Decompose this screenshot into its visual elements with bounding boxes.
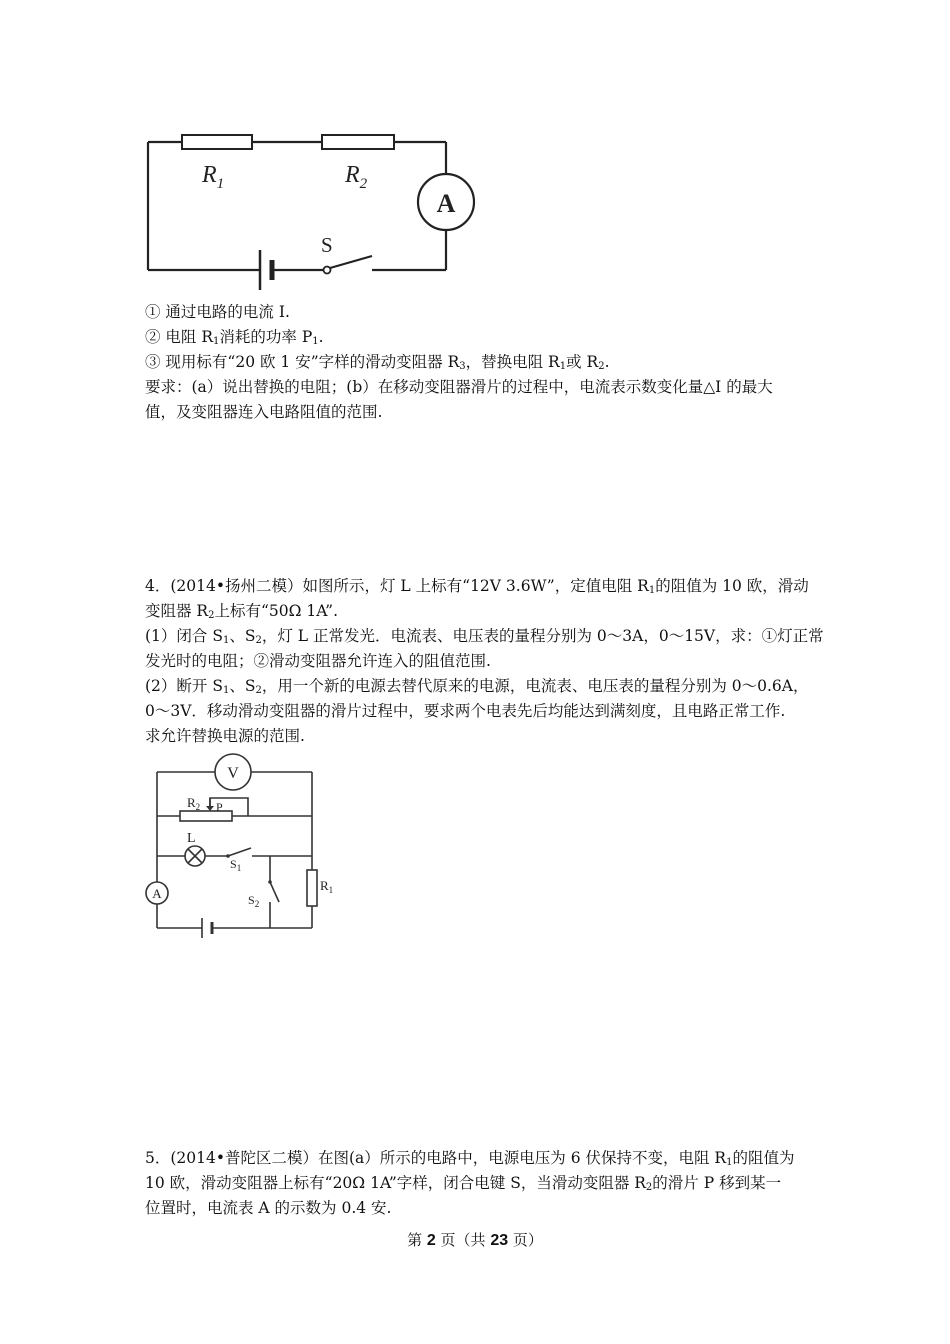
- switch-s2-icon: [268, 880, 279, 902]
- ammeter-label: A: [436, 189, 456, 218]
- slider-p-label: P: [216, 800, 223, 814]
- resistor-r1: [307, 870, 317, 906]
- page-number: 2: [426, 1232, 436, 1249]
- resistor-r2: [322, 135, 394, 149]
- q4-line-5: (2）断开 $S_1$、$S_2$，用一个新的电源去替代原来的电源，电流表、电压表的量程分别为 0～0.6A，: [145, 677, 809, 696]
- q4-line-6: 0～3V．移动滑动变阻器的滑片过程中，要求两个电表先后均能达到满刻度，且电路正常工作.: [145, 702, 786, 720]
- q3-item-3: ③ 现用标有“20 欧 1 安”字样的滑动变阻器 $R_3$，替换电阻 $R_1$或 $R_2$.: [145, 353, 610, 372]
- r2-label: $R_2$: [187, 795, 201, 812]
- circuit-diagram-2: [140, 752, 340, 942]
- r1-label: $R_1$: [202, 162, 225, 192]
- ammeter-label: A: [152, 886, 162, 901]
- q3-item-2: ② 电阻 $R_1$消耗的功率 $P_1$.: [145, 328, 324, 347]
- voltmeter-label: V: [227, 765, 239, 782]
- q4-line-4: 发光时的电阻；②滑动变阻器允许连入的阻值范围.: [145, 652, 491, 670]
- q4-line-1: 4．(2014•扬州二模）如图所示，灯 L 上标有“12V 3.6W”，定值电阻 $R_1$的阻值为 10 欧，滑动: [145, 577, 809, 596]
- q3-requirement-line-1: 要求：(a）说出替换的电阻；(b）在移动变阻器滑片的过程中，电流表示数变化量△I 的最大: [145, 378, 773, 396]
- s1-label: $S_1$: [230, 857, 242, 873]
- switch-icon: [324, 256, 373, 274]
- lamp-label: L: [187, 831, 196, 846]
- s2-label: $S_2$: [248, 893, 260, 909]
- q5-line-2: 10 欧，滑动变阻器上标有“20Ω 1A”字样，闭合电键 S，当滑动变阻器 $R_2$的滑片 P 移到某一: [145, 1174, 782, 1193]
- q5-line-1: 5．(2014•普陀区二模）在图(a）所示的电路中，电源电压为 6 伏保持不变，电阻 $R_1$的阻值为: [145, 1149, 795, 1168]
- q5-line-3: 位置时，电流表 A 的示数为 0.4 安.: [145, 1199, 392, 1217]
- r2-label: $R_2$: [345, 162, 368, 192]
- total-pages: 23: [490, 1232, 509, 1249]
- circuit-diagram-1: [140, 128, 480, 298]
- q3-requirement-line-2: 值，及变阻器连入电路阻值的范围.: [145, 403, 383, 421]
- q4-line-2: 变阻器 $R_2$上标有“50Ω 1A”.: [145, 602, 339, 621]
- battery-icon: [260, 250, 272, 290]
- lamp-icon: [185, 846, 205, 866]
- r1-label: $R_1$: [320, 878, 334, 895]
- q3-item-1: ① 通过电路的电流 I.: [145, 303, 290, 321]
- switch-label: S: [321, 233, 333, 257]
- slider-arrow-icon: [206, 798, 214, 811]
- page-footer: 第 2 页（共 23 页）: [407, 1231, 543, 1249]
- battery-icon: [202, 918, 212, 938]
- rheostat-r2: [180, 811, 232, 821]
- q4-line-7: 求允许替换电源的范围.: [145, 727, 305, 745]
- q4-line-3: (1）闭合 $S_1$、$S_2$，灯 L 正常发光．电流表、电压表的量程分别为 0～3A，0～15V，求：①灯正常: [145, 627, 824, 646]
- resistor-r1: [182, 135, 252, 149]
